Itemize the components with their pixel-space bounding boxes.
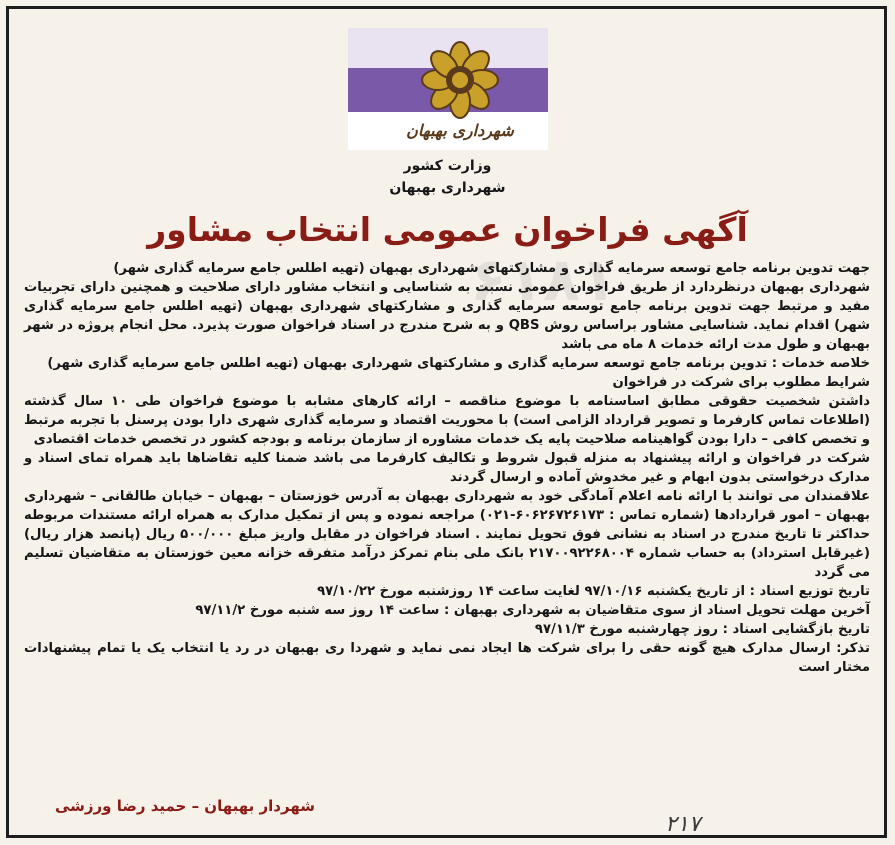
notice-body <box>24 259 870 677</box>
contact-paragraph: علاقمندان می توانند با ارائه نامه اعلام آمادگی خود به شهرداری بهبهان به آدرس خوزستان – بهبهان – خیابان طالقانی – شهرداری بهبهان – امور قراردادها (شماره تماس : ۶۰۶۲۶۷۲۶۱۷۳-۰۲۱) مراجعه نموده و پس از تمکیل مدارک به همراه ارائه مستندات مربوطه حداکثر تا تاریخ مندرج در اسناد به نشانی فوق تحویل نمایند . اسناد فراخوان در مقابل واریز مبلغ ۵۰۰/۰۰۰ ریال (پانصد هزار ریال) (غیرقابل استرداد) به حساب شماره ۲۱۷۰۰۹۲۲۶۸۰۰۴ بانک ملی بنام تمرکز درآمد متفرقه خزانه معین خوزستان به متقاضیان تسلیم می گردد <box>24 489 870 580</box>
opening-date: تاریخ بازگشایی اسناد : روز چهارشنبه مورخ ۹۷/۱۱/۳ <box>534 622 870 637</box>
notice-title: آگهی فراخوان عمومی انتخاب مشاور <box>147 210 748 249</box>
flower-emblem-icon <box>348 28 548 150</box>
background-watermark: ۶۱۸۱ <box>470 245 617 315</box>
submission-paragraph: شرکت در فراخوان و ارائه پیشنهاد به منزله قبول شروط و تکالیف کارفرما می باشد ضمنا کلیه تقاضاها باید همراه تمای اسناد و مدارک درخواستی بدون ابهام و غیر مخدوش آماده و ارسال گردند <box>24 451 870 485</box>
conditions-paragraph: داشتن شخصیت حقوقی مطابق اساسنامه با موضوع مناقصه – ارائه کارهای مشابه با موضوع فراخوان طی ۱۰ سال گذشته (اطلاعات تماس کارفرما و تصویر قرارداد الزامی است) با محوریت اقتصاد و سرمایه گذاری شهری دارا بودن پرسنل با تجربه مرتبط و تخصص کافی – دارا بودن گواهینامه صلاحیت پایه یک خدمات مشاوره از سازمان برنامه و بودجه کشور در تخصص خدمات اقتصادی <box>24 394 870 447</box>
distribution-date: تاریخ توزیع اسناد : از تاریخ یکشنبه ۹۷/۱۰/۱۶ لغایت ساعت ۱۴ روزشنبه مورخ ۹۷/۱۰/۲۲ <box>317 584 870 599</box>
deadline-date: آخرین مهلت تحویل اسناد از سوی متقاضیان به شهرداری بهبهان : ساعت ۱۴ روز سه شنبه مورخ ۹۷/۱۱/۲ <box>195 603 870 618</box>
logo-text: شهرداری بهبهان <box>406 121 514 140</box>
municipality-name: شهرداری بهبهان <box>389 180 506 196</box>
handwritten-note: ۲۱۷ <box>665 812 701 837</box>
intro-paragraph: جهت تدوین برنامه جامع توسعه سرمایه گذاری و مشارکتهای شهرداری بهبهان (تهیه اطلس جامع سرمایه گذاری شهر) <box>113 261 870 276</box>
services-summary: خلاصه خدمات : تدوین برنامه جامع توسعه سرمایه گذاری و مشارکتهای شهرداری بهبهان (تهیه اطلس جامع سرمایه گذاری شهر) <box>47 356 870 371</box>
municipality-logo <box>348 28 548 150</box>
conditions-heading: شرایط مطلوب برای شرکت در فراخوان <box>612 375 870 390</box>
description-paragraph: شهرداری بهبهان درنظردارد از طریق فراخوان عمومی نسبت به شناسایی و انتخاب مشاور دارای صلاحیت و همچنین دارای تجربیات مفید و مرتبط جهت تدوین برنامه جامع توسعه سرمایه گذاری و مشارکتهای شهرداری بهبهان (تهیه اطلس جامع سرمایه گذاری شهر) اقدام نماید. شناسایی مشاور براساس روش QBS و به شرح مندرج در اسناد فراخوان صورت پذیرد. محل انجام پروژه در شهر بهبهان و طول مدت ارائه خدمات ۸ ماه می باشد <box>24 280 870 352</box>
mayor-signature: شهردار بهبهان – حمید رضا ورزشی <box>54 797 315 815</box>
note-paragraph: تذکر: ارسال مدارک هیچ گونه حقی را برای شرکت ها ایجاد نمی نماید و شهردا ری بهبهان در رد یا انتخاب یک یا تمام پیشنهادات مختار است <box>24 641 870 675</box>
ministry-name: وزارت کشور <box>403 158 492 174</box>
